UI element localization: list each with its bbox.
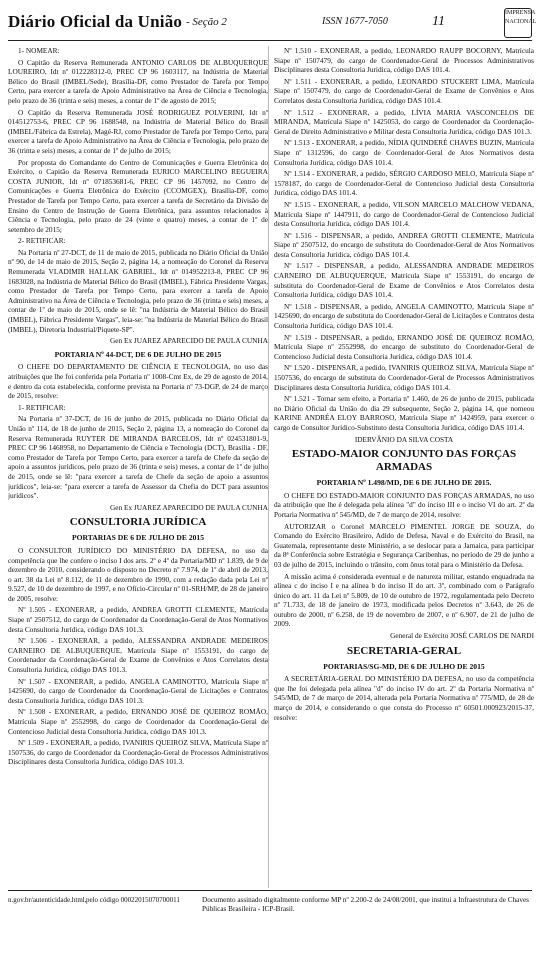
paragraph: Nº 1.511 - EXONERAR, a pedido, LEONARDO STUCKERT LIMA, Matrícula Siape nº 1507479, do cargo de Coordenador-Geral de Exame de Convênios e Atos Correlatos desta Consultoria Jurídica, código DAS 101.4. [274,76,534,105]
signature: General de Exército JOSÉ CARLOS DE NARDI [390,631,534,641]
paragraph: Nº 1.516 - DISPENSAR, a pedido, ANDREA GROTTI CLEMENTE, Matrícula Siape nº 2507512, do encargo de substituta do Coordenador-Geral de Atos Normativos desta Consultoria Jurídica, código DAS 101.4. [274,230,534,259]
paragraph: Na Portaria nº 37-DCT, de 16 de junho de 2015, publicada no Diário Oficial da União nº 114, de 18 de junho de 2015, Seção 2, página 13, a nomeação do Coronel da Reserva Remunerada RUYTER DE MIRANDA BARCELOS, Idt nº 024531801-9, PREC CP 96 1468958, no Departamento de Ciência e Tecnologia (DCT), Brasília - DF, como Prestador de Tarefa por Tempo Certo, para exercer a tarefa de Chefe da seção de apoio a assuntos jurídicos, pelo prazo de 36 (trinta e seis) meses, a contar de 1º de julho de 2015, onde se lê: "para exercer a tarefa de Chefe da seção de apoio a assuntos jurídicos", leia-se: "para exercer a tarefa de Assessor da Chefia do DCT para assuntos jurídicos". [8,414,268,501]
paragraph: O CONSULTOR JURÍDICO DO MINISTÉRIO DA DEFESA, no uso da competência que lhe confere o inciso I dos arts. 2º e 4º da Portaria/MD nº 1.839, de 9 de dezembro de 2010, considerando o disposto no Decreto nº 7.974, de 1º de abril de 2013, o art. 38 da Lei nº 8.112, de 11 de dezembro de 1990, com a redação dada pela Lei nº 9.527, de 10 de dezembro de 1997, e no Ofício-Circular nº 01-SRH/MP, de 28 de janeiro de 2005, resolve: [8,545,268,603]
right-column [274,46,534,888]
paragraph: Nº 1.510 - EXONERAR, a pedido, LEONARDO RAUPP BOCORNY, Matrícula Siape nº 1507479, do cargo de Coordenador-Geral de Processos Administrativos Disciplinares desta Consultoria Jurídica, código DAS 101.4. [274,46,534,75]
paragraph: Nº 1.519 - DISPENSAR, a pedido, ERNANDO JOSÉ DE QUEIROZ ROMÃO, Matrícula Siape nº 2552998, do encargo de substituto do Coordenador-Geral de Contencioso Judicial desta Consultoria Jurídica, código DAS 101.4. [274,332,534,361]
paragraph: Nº 1.513 - EXONERAR, a pedido, NÍDIA QUINDERÉ CHAVES BUZIN, Matrícula Siape nº 1312596, do cargo de Coordenador-Geral de Atos Normativos desta Consultoria Jurídica, código DAS 101.4. [274,138,534,167]
paragraph: Nº 1.515 - EXONERAR, a pedido, VILSON MARCELO MALCHOW VEDANA, Matrícula Siape nº 1447911, do cargo de Coordenador-Geral de Contencioso Judicial desta Consultoria Jurídica, código DAS 101.4. [274,199,534,229]
paragraph: Nº 1.520 - DISPENSAR, a pedido, IVANIRIS QUEIROZ SILVA, Matrícula Siape nº 1507536, do encargo de substituta do Coordenador-Geral de Processos Administrativos Disciplinares desta Consultoria Jurídica, código DAS 101.4. [274,363,534,392]
paragraph: Na Portaria nº 27-DCT, de 11 de maio de 2015, publicada no Diário Oficial da União nº 90, de 14 de maio de 2015, Seção 2, página 14, a nomeação do Coronel da Reserva Remunerada VLADIMIR HALLAK GABRIEL, Idt nº 014952213-8, PREC CP 96 1683028, na Indústria de Material Bélico do Brasil (IMBEL), Fábrica Presidente Vargas, como Prestador de Tarefa por Tempo Certo, para exercer a tarefa de Apoio Administrativo na Área de Ciência e Tecnologia, pelo prazo de 36 (trinta e seis) meses, a contar de 1º de maio de 2015, onde se lê: "na Indústria de Material Bélico do Brasil (IMBEL), Fábrica Presidente Vargas", leia-se: "na Indústria de Material Bélico do Brasil (IMBEL), Diretoria Industrial/Piquete-SP". [8,247,268,334]
portaria-heading: PORTARIAS/SG-MD, DE 6 DE JULHO DE 2015 [323,661,485,671]
paragraph: O CHEFE DO DEPARTAMENTO DE CIÊNCIA E TECNOLOGIA, no uso das atribuições que lhe foi conferida pela Portaria nº 1008-Cmt Ex, de 29 de agosto de 2014, e dentro da cota estabelecida, conforme prevista na Portaria nº 73-DGP, de 24 de março de 2015, resolve: [8,362,268,401]
paragraph: Nº 1.505 - EXONERAR, a pedido, ANDREA GROTTI CLEMENTE, Matrícula Siape nº 2507512, do cargo de Coordenador da Coordenação-Geral de Atos Normativos desta Consultoria Jurídica, código DAS 101.3. [8,605,268,634]
paragraph: Nº 1.509 - EXONERAR, a pedido, IVANIRIS QUEIROZ SILVA, Matrícula Siape nº 1507536, do cargo de Coordenador da Coordenação-Geral de Processos Administrativos Disciplinares desta Consultoria Jurídica, código DAS 101.3. [8,738,268,767]
footer-note: Documento assinado digitalmente conforme MP nº 2.200-2 de 24/08/2001, que institui a Infraestrutura de Chaves Públicas Brasileira - ICP-Brasil. [202,896,529,913]
paragraph: Nº 1.518 - DISPENSAR, a pedido, ANGELA CAMINOTTO, Matrícula Siape nº 1425690, do encargo de substituta do Coordenador-Geral de Licitações e Contratos desta Consultoria Jurídica, código DAS 101.4. [274,301,534,331]
paragraph: 1- RETIFICAR: [18,402,66,412]
page-number: 11 [432,14,445,29]
portaria-heading: PORTARIA Nº 1.498/MD, DE 6 DE JULHO DE 2015. [316,478,492,488]
footer-url: n.gov.br/autenticidade.html, [8,896,87,904]
signature: Gen Ex JUAREZ APARECIDO DE PAULA CUNHA [110,336,268,346]
signature: Gen Ex JUAREZ APARECIDO DE PAULA CUNHA [110,502,268,512]
paragraph: O CHEFE DO ESTADO-MAIOR CONJUNTO DAS FORÇAS ARMADAS, no uso da atribuição que lhe é delegada pela alínea "d" do inciso III e o inciso VI do art. 2º da Portaria Normativa nº 545/MD, de 7 de março de 2014, resolve: [274,490,534,519]
paragraph: 2- RETIFICAR: [18,236,66,246]
paragraph: Nº 1.517 - DISPENSAR, a pedido, ALESSANDRA ANDRADE MEDEIROS CARNEIRO DE ALBUQUERQUE, Matrícula Siape nº 1553191, do encargo de substituta do Coordenador-Geral de Exame de Convênios e Atos Correlatos desta Consultoria Jurídica, código DAS 101.4. [274,261,534,300]
paragraph: 1- NOMEAR: [18,46,60,55]
paragraph: Nº 1.514 - EXONERAR, a pedido, SÉRGIO CARDOSO MELO, Matrícula Siape nº 1578187, do cargo de Coordenador-Geral de Contencioso Judicial desta Consultoria Jurídica, código DAS 101.4. [274,169,534,198]
footer-divider [8,890,532,891]
section-heading: ESTADO-MAIOR CONJUNTO DAS FORÇAS ARMADAS [291,448,517,474]
paragraph: A SECRETÁRIA-GERAL DO MINISTÉRIO DA DEFESA, no uso da competência que lhe foi delegada pela alínea "d" do inciso IV do art. 2º da Portaria Normativa nº 545/MD, de 7 de março de 2014, alterada pela Portaria Normativa nº 775/MD, de 28 de março de 2014, e considerando o que consta do Processo nº 60501.000923/2015-37, resolve: [274,674,534,722]
issn-label: ISSN 1677-7050 [322,16,388,27]
centered-signature: IDERVÂNIO DA SILVA COSTA [354,434,454,444]
column-divider [268,46,269,888]
paragraph: Nº 1.507 - EXONERAR, a pedido, ANGELA CAMINOTTO, Matrícula Siape nº 1425690, do cargo de Coordenador da Coordenação-Geral de Licitações e Contratos desta Consultoria Jurídica, código DAS 101.3. [8,676,268,705]
portaria-heading: PORTARIAS DE 6 DE JULHO DE 2015 [71,533,205,543]
paragraph: Nº 1.508 - EXONERAR, a pedido, ERNANDO JOSÉ DE QUEIROZ ROMÃO, Matrícula Siape nº 2552998, do cargo de Coordenador da Coordenação-Geral de Contencioso Judicial desta Consultoria Jurídica, código DAS 101.3. [8,707,268,736]
paragraph: Nº 1.506 - EXONERAR, a pedido, ALESSANDRA ANDRADE MEDEIROS CARNEIRO DE ALBUQUERQUE, Matrícula Siape nº 1553191, do cargo de Coordenador da Coordenação-Geral de Exame de Convênios e Atos Correlatos desta Consultoria Jurídica, código DAS 101.3. [8,636,268,675]
paragraph: Nº 1.521 - Tornar sem efeito, a Portaria nº 1.460, de 26 de junho de 2015, publicada no Diário Oficial da União do dia 29 subsequente, Seção 2, página 14, que nomeou KARINE ANDRÉA ELOY BARROSO, Matrícula Siape nº 1424959, para exercer o cargo de Consultor Jurídico-Substituto desta Consultoria Jurídica, código DAS 101.4. [274,394,534,432]
paragraph: A missão acima é considerada eventual e de natureza militar, estando enquadrada na alínea c do inciso I e na alínea b do inciso II do art. 3º, combinado com o Parágrafo único do art. 11 da Lei nº 5.809, de 10 de outubro de 1972, regulamentada pelo Decreto nº 71.733, de 18 de janeiro de 1973, modificada pelos Decretos nº 3.643, de 26 de outubro de 2000, nº 6.258, de 19 de novembro de 2007, e nº 6.907, de 21 de julho de 2009. [274,571,534,629]
section-label: - Seção 2 [186,16,227,28]
paragraph: O Capitão da Reserva Remunerada ANTONIO CARLOS DE ALBUQUERQUE LOUREIRO, Idt nº 012228312-0, PREC CP 96 1603117, na Indústria de Material Bélico do Brasil (IMBEL/Sede), Brasília-DF, como Prestador de Tarefa por Tempo Certo, para exercer a tarefa de Apoio Administrativo na Área de Ciência e Tecnologia, pelo prazo de 36 (trinta e seis) meses, a contar de 1º de agosto de 2015; [8,57,268,105]
header-divider [8,40,532,41]
section-heading: SECRETARIA-GERAL [346,644,462,657]
footer-code: pelo código 00022015070700011 [86,896,180,904]
section-heading: CONSULTORIA JURÍDICA [69,516,207,529]
paragraph: Por proposta do Comandante do Centro de Comunicações e Guerra Eletrônica do Exército, o Capitão da Reserva Remunerada EURICO MARCELINO REGUEIRA COSTA JUNIOR, Idt nº 071853681-6, PREC CP 96 1457092, no Centro de Comunicações e Guerra Eletrônica do Exército (CCOMGEX), Brasília-DF, como Prestador de Tarefa por Tempo Certo, para exercer a tarefa de Secretário da Divisão de Ensino do Centro de Instrução de Guerra Eletrônica, para assuntos relacionados à Ciência e Tecnologia, pelo prazo de 24 (vinte e quatro) meses, a contar de 1º de setembro de 2015; [8,157,268,234]
page-footer [0,888,540,960]
page-header [0,0,540,42]
left-column [8,46,268,888]
journal-title: Diário Oficial da União [8,12,183,31]
paragraph: AUTORIZAR o Coronel MARCELO PIMENTEL JORGE DE SOUZA, do Comando do Exército Brasileiro, Adido de Defesa, Naval e do Exército do Brasil, na Guatemala, representante deste Ministério, a se deslocar para a Jamaica, para participar da 8ª Conferência sobre Estratégia e Segurança Caribenhas, no período de 29 de junho a 03 de julho de 2015, incluindo o trânsito, com ônus total para o Ministério da Defesa. [274,521,534,569]
paragraph: O Capitão da Reserva Remunerada JOSÉ RODRIGUEZ POLVERINI, Idt nº 014512753-6, PREC CP 96 1688548, na Indústria de Material Bélico do Brasil (IMBEL/Fábrica da Estrela), Magé-RJ, como Prestador de Tarefa por Tempo Certo, para exercer a tarefa de Apoio Administrativo na Área de Ciência e Tecnologia, pelo prazo de 36 (trinta e seis) meses, a contar de 1º de julho de 2015; [8,107,268,155]
portaria-heading: PORTARIA Nº 44-DCT, DE 6 DE JULHO DE 2015 [54,349,222,359]
imprensa-nacional-logo: IMPRENSA NACIONAL [504,8,532,38]
paragraph: Nº 1.512 - EXONERAR, a pedido, LÍVIA MARIA VASCONCELOS DE MIRANDA, Matrícula Siape nº 1425053, do cargo de Coordenador da Coordenação-Geral de Direito Administrativo e Militar desta Consultoria Jurídica, código DAS 101.3. [274,107,534,136]
